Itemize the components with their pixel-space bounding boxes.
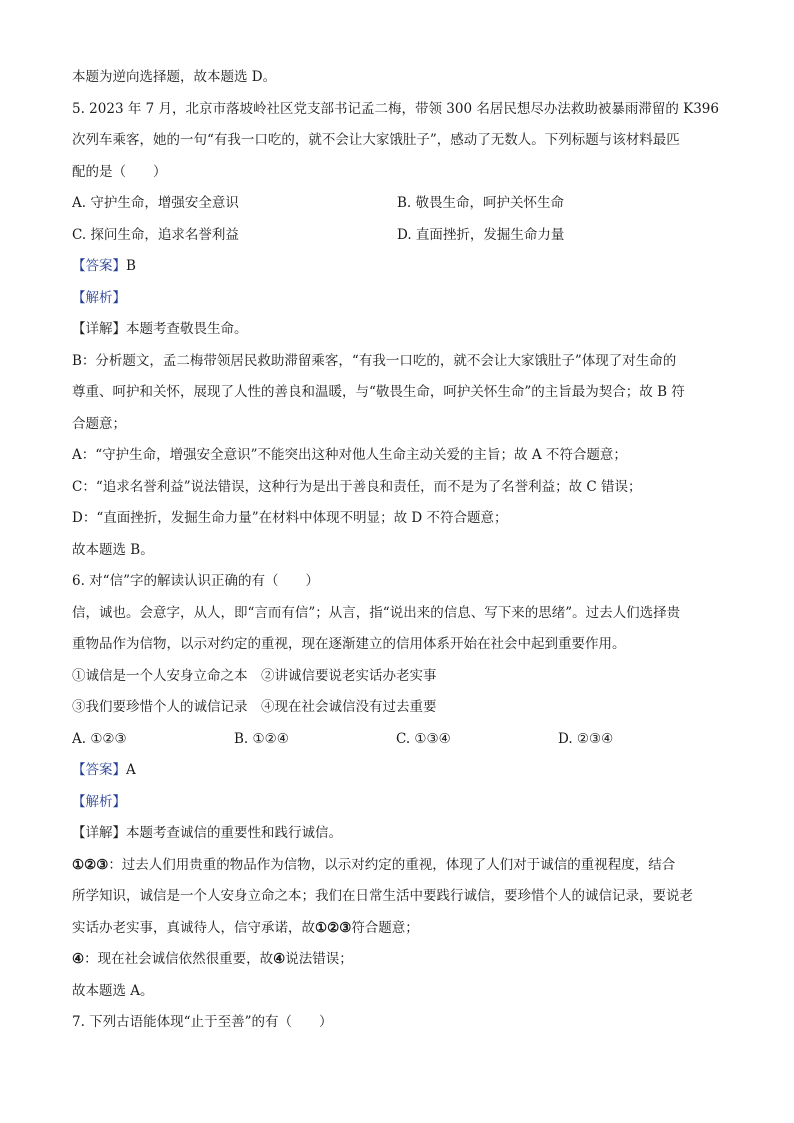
q6-analysis-para1-line-3	[72, 913, 722, 945]
q6-option-c: C. ①③④	[396, 730, 451, 747]
q5-option-b: B. 敬畏生命，呵护关怀生命	[397, 195, 565, 211]
q6-para2-pre: ：现在社会诚信依然很重要，故	[84, 951, 274, 967]
q6-options-row	[72, 724, 722, 756]
q5-detail-tag: 【详解】	[72, 321, 126, 337]
q5-option-a: A. 守护生命，增强安全意识	[72, 195, 239, 211]
q6-analysis-heading	[72, 787, 722, 819]
q5-detail-intro: 本题考查敬畏生命。	[126, 321, 248, 337]
q5-answer	[72, 251, 722, 283]
q6-para1-line3-mark: ①②③	[315, 919, 352, 936]
q6-detail-tag: 【详解】	[72, 825, 126, 841]
q5-answer-value: B	[126, 258, 136, 274]
q5-option-c: C. 探问生命，追求名誉利益	[72, 226, 239, 243]
q6-analysis-para2	[72, 944, 722, 976]
q6-detail-intro: 本题考查诚信的重要性和践行诚信。	[126, 825, 342, 841]
q6-para1-text: ：过去人们用贵重的物品作为信物，以示对约定的重视，体现了人们对于诚信的重视程度，结合	[108, 856, 676, 873]
q5-detail	[72, 314, 722, 346]
q5-analysis-line-3: 合题意；	[72, 415, 126, 432]
q6-para1-mark: ①②③	[72, 856, 109, 873]
q6-analysis-tag: 【解析】	[72, 793, 126, 810]
q5-analysis-line-4: A：“守护生命，增强安全意识”不能突出这种对他人生命主动关爱的主旨；故 A 不符合题意；	[72, 447, 627, 463]
q6-statement-line-2: ③我们要珍惜个人的诚信记录 ④现在社会诚信没有过去重要	[72, 699, 437, 715]
q6-option-a: A. ①②③	[72, 730, 127, 747]
q5-analysis-line-6: D：“直面挫折，发掘生命力量”在材料中体现不明显；故 D 不符合题意；	[72, 510, 508, 526]
q5-stem-line-1: 5. 2023 年 7 月，北京市落坡岭社区党支部书记孟二梅，带领 300 名居民想尽办法救助被暴雨滞留的 K396	[72, 100, 719, 117]
q5-options-row-1	[72, 188, 722, 220]
q6-analysis-para1-line-1	[72, 850, 722, 882]
q5-options-row-2	[72, 220, 722, 252]
q6-option-b: B. ①②④	[234, 730, 289, 747]
q6-answer-value: A	[126, 762, 136, 778]
q6-material-line-1: 信，诚也。会意字，从人，即“言而有信”；从言，指“说出来的信息、写下来的思绪”。过去人们选择贵	[72, 604, 681, 621]
q6-answer	[72, 755, 722, 787]
q6-para1-line3-post: 符合题意；	[351, 919, 419, 936]
q6-material-line-2: 重物品作为信物，以示对约定的重视，现在逐渐建立的信用体系开始在社会中起到重要作用。	[72, 636, 626, 652]
q5-stem-line-2: 次列车乘客，她的一句“有我一口吃的，就不会让大家饿肚子”，感动了无数人。下列标题与该材料最匹	[72, 132, 680, 148]
q6-detail	[72, 818, 722, 850]
q6-para2-post: 说法错误；	[285, 951, 353, 967]
q5-analysis-line-1: B：分析题文，孟二梅带领居民救助滞留乘客，“有我一口吃的，就不会让大家饿肚子”体现了对生命的	[72, 352, 677, 369]
previous-answer-conclusion: 本题为逆向选择题，故本题选 D。	[72, 69, 277, 85]
q6-para2-mark: ④	[72, 951, 85, 967]
q6-analysis-para1-line-2: 所学知识，诚信是一个人安身立命之本；我们在日常生活中要践行诚信，要珍惜个人的诚信记录，要说老	[72, 888, 693, 904]
q7-stem: 7. 下列古语能体现“止于至善”的有（ ）	[72, 1014, 333, 1030]
q5-conclusion: 故本题选 B。	[72, 541, 154, 558]
q6-option-d: D. ②③④	[558, 730, 614, 747]
q5-answer-tag: 【答案】	[72, 258, 126, 274]
q5-analysis-line-5: C：“追求名誉利益”说法错误，这种行为是出于善良和责任，而不是为了名誉利益；故 C 错误；	[72, 478, 642, 495]
q6-statement-line-1: ①诚信是一个人安身立命之本 ②讲诚信要说老实话办老实事	[72, 667, 437, 684]
q6-answer-tag: 【答案】	[72, 762, 126, 778]
q5-stem-line-3: 配的是（ ）	[72, 163, 167, 180]
q6-para1-line3-pre: 实话办老实事，真诚待人，信守承诺，故	[72, 919, 315, 936]
q6-conclusion: 故本题选 A。	[72, 982, 154, 999]
q5-analysis-tag: 【解析】	[72, 289, 126, 306]
q5-analysis-line-2: 尊重、呵护和关怀，展现了人性的善良和温暖，与“敬畏生命，呵护关怀生命”的主旨最为契合；故 B 符	[72, 384, 685, 400]
q5-option-d: D. 直面挫折，发掘生命力量	[397, 226, 565, 243]
q5-analysis-heading	[72, 283, 722, 315]
q6-stem: 6. 对“信”字的解读认识正确的有（ ）	[72, 573, 319, 589]
q6-para2-mark2: ④	[273, 951, 286, 967]
